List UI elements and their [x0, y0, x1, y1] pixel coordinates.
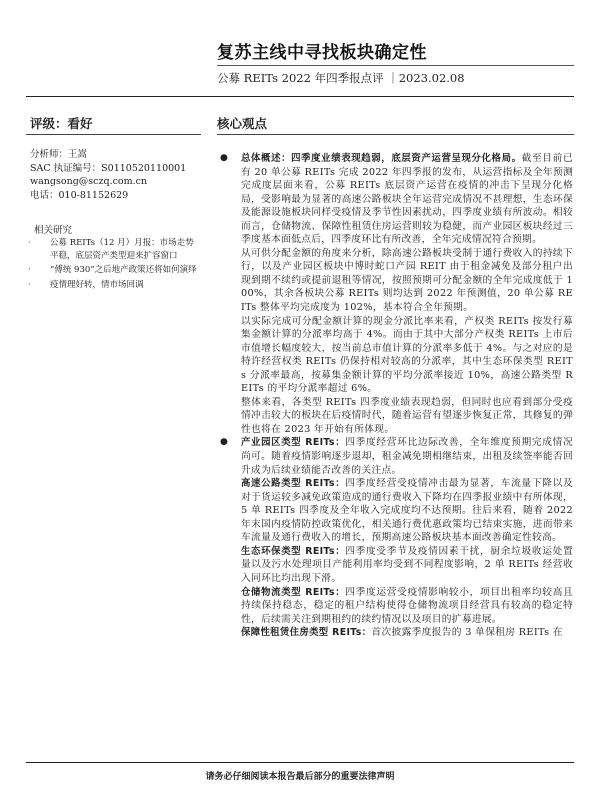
summary-text: 截至目前已有 20 单公募 REITs 完成 2022 年四季报的发布，从运营指标及全年预测完成度层面来看，公募 REITs 底层资产运营在疫情的冲击下呈现分化格局，受影响最为显著的高速公路板块全年运营完成情况不甚理想，生态环保及能源设施板块同样受疫情及季节性因素扰动，四季度业绩有所波动。相较而言，仓储物流、保障性租赁住房运营则较为稳健，而产业园区板块经过三季度基本面低点后，四季度环比有所改善，全年完成情况符合预期。 — [241, 153, 573, 246]
distribution-paragraph: 从可供分配金额的角度来分析，除高速公路板块受制于通行费收入的持续下行，以及产业园区板块中博时蛇口产园 REIT 由于租金减免及部分租户出现到期不续约或提前退租等情况，按照预期可分配金额的全年完成度低于 100%，其余各板块公募 REITs 则均达到 2022 年预测值，20 单公募 REITs 整体平均完成度为 102%，基本符合全年预期。 — [241, 247, 573, 314]
related-research-title: 相关研究 — [34, 225, 73, 236]
environmental-heading: 生态环保类型 REITs： — [241, 545, 346, 557]
related-research-item[interactable] — [26, 237, 201, 262]
legal-disclaimer-footer: 请务必仔细阅读本报告最后部分的重要法律声明 — [205, 772, 395, 782]
bullet-icon: · — [28, 265, 31, 275]
industrial-park-paragraph — [217, 436, 573, 477]
summary-paragraph — [217, 152, 573, 247]
logistics-text: 四季度运营受疫情影响较小，项目出租率均较高且持续保持稳态，稳定的租户结构使得仓储物流项目经营具有较高的稳定特性，后续需关注到期租约的续约情况以及项目的扩募进展。 — [241, 586, 573, 625]
analyst-email: wangsong@sczq.com.cn — [30, 176, 148, 188]
environmental-paragraph — [217, 545, 573, 586]
header-bottom-rule — [26, 96, 574, 97]
analyst-name: 分析师：王嵩 — [30, 149, 88, 160]
analyst-sac-number: SAC 执证编号：S0110520110001 — [30, 162, 187, 174]
bullet-icon: ● — [220, 153, 229, 163]
related-research-item[interactable] — [26, 264, 201, 277]
highway-heading: 高速公路类型 REITs： — [241, 478, 346, 490]
rental-housing-text: 首次披露季度报告的 3 单保租房 REITs 在 — [371, 627, 563, 639]
core-view-heading: 核心观点 — [217, 116, 268, 131]
core-view-body — [217, 152, 573, 640]
related-research-item-label: 公募 REITs（12 月）月报：市场走势平稳，底层资产类型迎来扩容窗口 — [50, 238, 194, 261]
related-research-item-label: “傅统 930”之后地产政策还将如何演绎 — [50, 265, 197, 276]
core-view-divider — [217, 134, 574, 135]
header-divider — [217, 65, 574, 66]
analyst-info — [30, 148, 200, 202]
footer-divider — [26, 762, 574, 763]
related-research-item[interactable] — [26, 279, 201, 292]
bullet-icon: · — [28, 279, 31, 289]
bullet-icon: ● — [220, 437, 229, 448]
report-subtitle: 公募 REITs 2022 年四季报点评 ｜2023.02.08 — [217, 71, 465, 85]
report-title: 复苏主线中寻找板块确定性 — [217, 43, 427, 63]
summary-heading: 总体概述：四季度业绩表现趋弱，底层资产运营呈现分化格局。 — [241, 153, 522, 164]
payout-ratio-paragraph: 以实际完成可分配金额计算的现金分派比率来看，产权类 REITs 按发行募集金额计算的分派率均高于 4%。而由于其中大部分产权类 REITs 上市后市值增长幅度较大，按当前总市值计算的分派率多低于 4%。与之对应的是特许经营权类 REITs 仍保持相对较高的分派率，其中生态环保类型 REITs 分派率最高，按募集金额计算的平均分派率接近 10%，高速公路类型 REITs 的平均分派率超过 6%。 — [241, 315, 573, 395]
rental-housing-paragraph — [217, 626, 573, 640]
analyst-phone: 电话：010-81152629 — [30, 189, 129, 201]
industrial-park-heading: 产业园区类型 REITs： — [241, 437, 346, 449]
highway-paragraph — [217, 477, 573, 545]
highway-text: 四季度经营受疫情冲击最为显著，车流量下降以及对于货运较多减免政策造成的通行费收入下降均在四季报业绩中有所体现，5 单 REITs 四季度及全年收入完成度均不达预期。往后来看，随着 2022 年末国内疫情防控政策优化，相关通行费优惠政策均已结束实施，进而带来车流量及通行费收入的增长，预期高速公路板块基本面改善确定性较高。 — [241, 478, 573, 544]
industrial-park-text: 四季度经营环比边际改善，全年维度预期完成情况尚可。随着疫情影响逐步退却，租金减免期相继结束，出租及续签率能否回升成为后续业绩能否改善的关注点。 — [241, 437, 573, 476]
environmental-text: 四季度受季节及疫情因素干扰，厨余垃圾收运处置量以及污水处理项目产能利用率均受到不同程度影响，2 单 REITs 经营收入同环比均出现下滑。 — [241, 545, 573, 584]
bullet-icon: · — [28, 238, 31, 247]
rating-divider — [26, 134, 201, 135]
related-research-item-label: 疫情理好转，情市场回调 — [50, 279, 144, 290]
logistics-paragraph — [217, 586, 573, 627]
overall-paragraph: 整体来看，各类型 REITs 四季度业绩表现趋弱，但同时也应看到部分受疫情冲击较大的板块在后疫情时代，随着运营有望逐步恢复正常，其修复的弹性也将在 2023 年开始有所体现。 — [241, 396, 573, 435]
logistics-heading: 仓储物流类型 REITs： — [241, 586, 346, 598]
related-research-list — [26, 237, 201, 293]
rating-label: 评级：看好 — [30, 116, 93, 131]
rental-housing-heading: 保障性租赁住房类型 REITs： — [241, 627, 372, 639]
